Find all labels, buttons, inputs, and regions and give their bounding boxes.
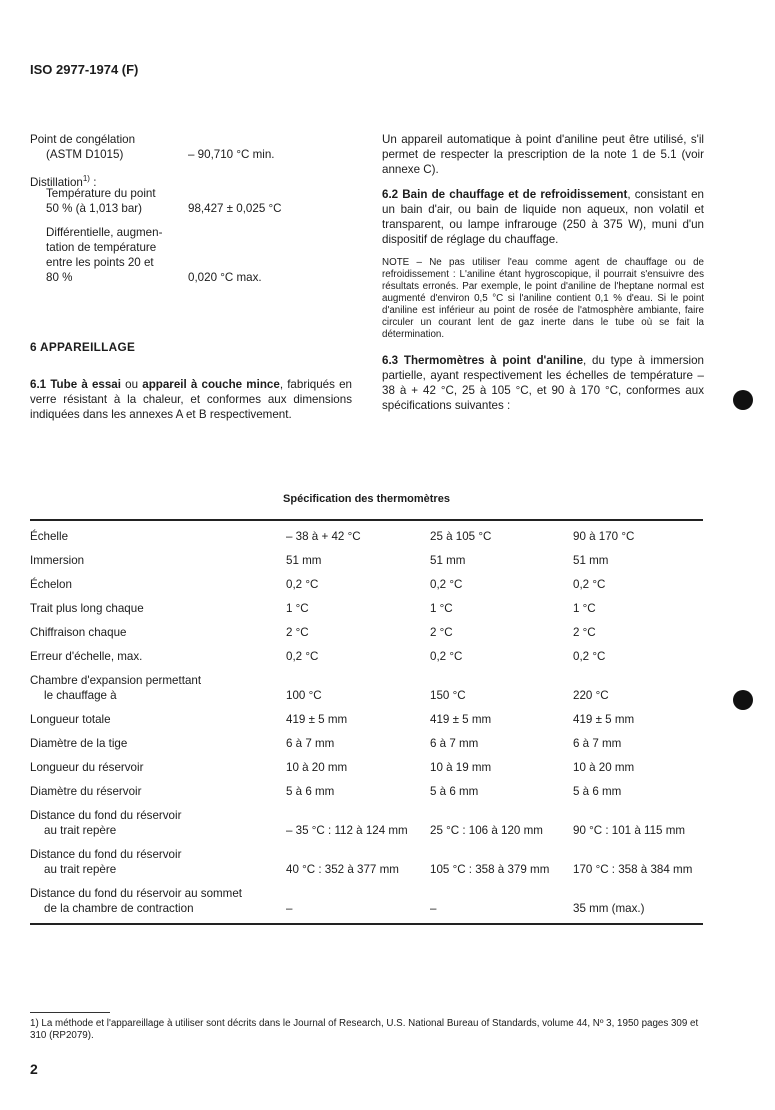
table-row xyxy=(30,780,703,804)
thermometer-spec-table xyxy=(30,519,703,925)
cell-thermometer-1: 2 °C xyxy=(286,626,309,639)
cell-thermometer-1: 100 °C xyxy=(286,689,322,702)
cell-thermometer-2: 10 à 19 mm xyxy=(430,761,492,774)
property-list xyxy=(30,132,360,285)
cell-thermometer-2: 150 °C xyxy=(430,689,466,702)
row-label: Échelon xyxy=(30,578,72,591)
property-distillation-label: Distillation$^{1)}$ : xyxy=(30,174,97,189)
table-row xyxy=(30,756,703,780)
cell-thermometer-3: 51 mm xyxy=(573,554,609,567)
row-label: Longueur totale xyxy=(30,713,111,726)
table-row xyxy=(30,645,703,669)
row-label: Distance du fond du réservoir au trait repère xyxy=(30,809,182,837)
table-row xyxy=(30,525,703,549)
footnote: 1) La méthode et l'appareillage à utiliser sont décrits dans le Journal of Research, U.S. National Bureau of Standards, volume 44, Nº 3, 1950 pages 309 et 310 (RP2079). xyxy=(30,1018,699,1041)
cell-thermometer-3: 35 mm (max.) xyxy=(573,902,645,915)
property-congelation-label: Point de congélation xyxy=(30,133,136,146)
property-diff-label-3: entre les points 20 et xyxy=(46,256,154,269)
property-temp-label: Température du point xyxy=(46,187,156,200)
property-diff-label-4: 80 % 0,020 °C max. xyxy=(46,271,262,284)
paragraph-6-2: 6.2 Bain de chauffage et de refroidissement, consistant en un bain d'air, ou bain de liquide non aqueux, non volatil et transparent, ou lampe infrarouge (250 à 375 W), muni d'un dispositif de réglage du chauffage. xyxy=(382,188,704,246)
cell-thermometer-2: 0,2 °C xyxy=(430,578,463,591)
cell-thermometer-2: 5 à 6 mm xyxy=(430,785,479,798)
row-label: Diamètre du réservoir xyxy=(30,785,142,798)
cell-thermometer-1: – xyxy=(286,902,293,915)
cell-thermometer-1: 51 mm xyxy=(286,554,322,567)
cell-thermometer-2: 105 °C : 358 à 379 mm xyxy=(430,863,550,876)
table-row xyxy=(30,804,703,843)
cell-thermometer-1: 6 à 7 mm xyxy=(286,737,335,750)
property-diff-label-2: tation de température xyxy=(46,241,157,254)
cell-thermometer-1: 10 à 20 mm xyxy=(286,761,348,774)
table-row xyxy=(30,549,703,573)
cell-thermometer-2: 419 ± 5 mm xyxy=(430,713,492,726)
row-label: Distance du fond du réservoir au sommet de la chambre de contraction xyxy=(30,887,243,915)
cell-thermometer-3: 0,2 °C xyxy=(573,650,606,663)
cell-thermometer-3: 170 °C : 358 à 384 mm xyxy=(573,863,693,876)
row-label: Immersion xyxy=(30,554,85,567)
cell-thermometer-2: 25 à 105 °C xyxy=(430,530,492,543)
table-row xyxy=(30,732,703,756)
table-row xyxy=(30,573,703,597)
cell-thermometer-1: 40 °C : 352 à 377 mm xyxy=(286,863,399,876)
margin-bullet-marker xyxy=(733,390,753,410)
table-row xyxy=(30,621,703,645)
row-label: Chambre d'expansion permettant le chauffage à xyxy=(30,674,202,702)
table-row xyxy=(30,843,703,882)
cell-thermometer-3: 10 à 20 mm xyxy=(573,761,635,774)
cell-thermometer-1: 5 à 6 mm xyxy=(286,785,335,798)
cell-thermometer-1: – 38 à + 42 °C xyxy=(286,530,361,543)
row-label: Distance du fond du réservoir au trait repère xyxy=(30,848,182,876)
cell-thermometer-3: 1 °C xyxy=(573,602,596,615)
cell-thermometer-3: 6 à 7 mm xyxy=(573,737,622,750)
table-row xyxy=(30,708,703,732)
cell-thermometer-3: 0,2 °C xyxy=(573,578,606,591)
property-congelation-value: – 90,710 °C min. xyxy=(188,148,275,161)
cell-thermometer-1: – 35 °C : 112 à 124 mm xyxy=(286,824,408,837)
cell-thermometer-3: 2 °C xyxy=(573,626,596,639)
row-label: Diamètre de la tige xyxy=(30,737,128,750)
cell-thermometer-2: 2 °C xyxy=(430,626,453,639)
row-label: Longueur du réservoir xyxy=(30,761,144,774)
table-row xyxy=(30,669,703,708)
right-column xyxy=(382,132,704,423)
cell-thermometer-2: 51 mm xyxy=(430,554,466,567)
document-header: ISO 2977-1974 (F) xyxy=(30,62,139,77)
cell-thermometer-1: 0,2 °C xyxy=(286,650,319,663)
cell-thermometer-3: 5 à 6 mm xyxy=(573,785,622,798)
cell-thermometer-3: 220 °C xyxy=(573,689,609,702)
table-caption: Spécification des thermomètres xyxy=(283,493,450,505)
cell-thermometer-2: – xyxy=(430,902,437,915)
section-6-title: 6 APPAREILLAGE xyxy=(30,340,136,354)
row-label: Échelle xyxy=(30,530,69,543)
cell-thermometer-1: 0,2 °C xyxy=(286,578,319,591)
paragraph-automatic-apparatus: Un appareil automatique à point d'aniline peut être utilisé, s'il permet de respecter la prescription de la note 1 de 5.1 (voir annexe C). xyxy=(382,133,704,176)
row-label: Chiffraison chaque xyxy=(30,626,127,639)
footnote-divider xyxy=(30,1012,110,1013)
cell-thermometer-1: 419 ± 5 mm xyxy=(286,713,348,726)
paragraph-6-3: 6.3 Thermomètres à point d'aniline, du type à immersion partielle, ayant respectivement les échelles de température – 38 à + 42 °C, 25 à 105 °C, et 90 à 170 °C, conformes aux spécifications suivantes : xyxy=(382,354,704,412)
cell-thermometer-2: 25 °C : 106 à 120 mm xyxy=(430,824,543,837)
cell-thermometer-3: 90 °C : 101 à 115 mm xyxy=(573,824,686,837)
row-label: Trait plus long chaque xyxy=(30,602,144,615)
row-label: Erreur d'échelle, max. xyxy=(30,650,143,663)
property-congelation-method: (ASTM D1015) – 90,710 °C min. xyxy=(46,148,275,161)
cell-thermometer-3: 419 ± 5 mm xyxy=(573,713,635,726)
paragraph-6-1: 6.1 Tube à essai ou appareil à couche mince, fabriqués en verre résistant à la chaleur, et conformes aux dimensions indiquées dans les annexes A et B respectivement. xyxy=(30,378,352,421)
margin-bullet-marker xyxy=(733,690,753,710)
cell-thermometer-2: 0,2 °C xyxy=(430,650,463,663)
cell-thermometer-2: 6 à 7 mm xyxy=(430,737,479,750)
footnote-ref: 1) xyxy=(82,174,90,183)
property-diff-label-1: Différentielle, augmen- xyxy=(46,226,163,239)
cell-thermometer-1: 1 °C xyxy=(286,602,309,615)
cell-thermometer-2: 1 °C xyxy=(430,602,453,615)
property-temp-value: 98,427 ± 0,025 °C xyxy=(188,202,282,215)
table-row xyxy=(30,597,703,621)
page-number: 2 xyxy=(30,1061,38,1077)
property-temp-condition: 50 % (à 1,013 bar) 98,427 ± 0,025 °C xyxy=(46,202,282,215)
cell-thermometer-3: 90 à 170 °C xyxy=(573,530,635,543)
note-water: NOTE – Ne pas utiliser l'eau comme agent de chauffage ou de refroidissement : L'aniline étant hygroscopique, il pourrait s'ensuivre des résultats erronés. Par exemple, le point d'aniline de l'heptane normal est augmenté d'environ 0,5 °C si l'aniline contient 0,1 % d'eau. Si le point d'aniline est inférieur au point de rosée de l'atmosphère ambiante, faire circuler un courant lent de gaz inerte dans le tube où se fait la détermination. xyxy=(382,257,704,340)
table-row xyxy=(30,882,703,921)
property-diff-value: 0,020 °C max. xyxy=(188,271,262,284)
